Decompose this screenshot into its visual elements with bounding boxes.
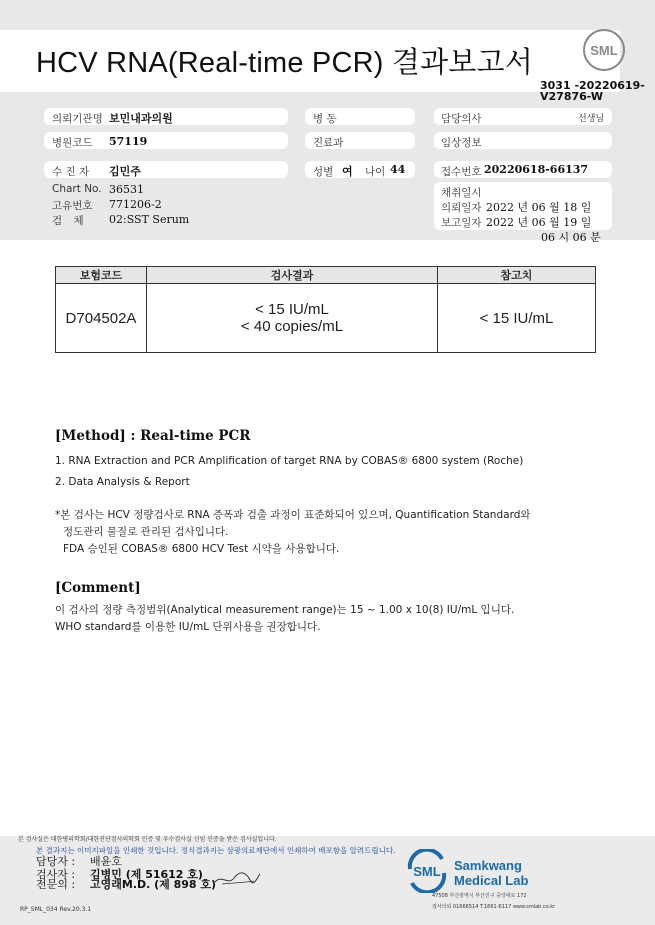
reported-time: 06 시 06 분 [541, 231, 601, 244]
patient-value: 김민주 [109, 165, 141, 178]
cell-result [147, 284, 438, 353]
sml-logo-icon [582, 28, 626, 72]
cell-code: D704502A [56, 284, 147, 353]
unique-label: 고유번호 [52, 200, 93, 212]
method-note-1: *본 검사는 HCV 정량검사로 RNA 증폭과 검출 과정이 표준화되어 있으며, Quantification Standard와 [55, 509, 531, 521]
manager-label: 담당자 : [36, 855, 76, 868]
doctor-label: 담당의사 [441, 113, 482, 125]
method-heading: [Method] : Real-time PCR [55, 428, 251, 444]
institution-label: 의뢰기관명 [52, 113, 103, 125]
col-insurance-code: 보험코드 [56, 267, 147, 284]
page-title: HCV RNA(Real-time PCR) 결과보고서 [36, 47, 533, 79]
col-result: 검사결과 [147, 267, 438, 284]
comment-line-1: 이 검사의 정량 측정범위(Analytical measurement range)는 15 ~ 1.00 x 10(8) IU/mL 입니다. [55, 604, 515, 616]
clinical-label: 임상정보 [441, 137, 482, 149]
dept-label: 진료과 [313, 137, 344, 149]
collected-label: 채취일시 [441, 187, 482, 199]
col-reference: 참고치 [438, 267, 596, 284]
form-code: RP_SML_034 Rev.20.3.1 [20, 906, 92, 913]
footer-notice: 본 결과지는 이미지파일을 인쇄한 것입니다. 정식결과지는 삼광의료재단에서 인쇄하여 배포함을 알려드립니다. [36, 846, 396, 855]
specimen-value: 02:SST Serum [109, 213, 190, 226]
institution-value: 보민내과의원 [109, 112, 173, 125]
logo-text: SML [590, 43, 618, 58]
sml-brand-logo-icon [404, 849, 450, 893]
method-note-3: FDA 승인된 COBAS® 6800 HCV Test 시약을 사용합니다. [63, 543, 340, 555]
comment-line-2: WHO standard를 이용한 IU/mL 단위사용을 권장합니다. [55, 621, 321, 633]
comment-heading: [Comment] [55, 580, 141, 596]
age-value: 44 [390, 163, 406, 176]
brand-logo-text: SML [413, 864, 441, 879]
footer-fine-print: 본 검사실은 대한병리학회/대한진단검사의학회 인증 및 우수검사실 신임 인증을 받은 검사실입니다. [18, 836, 277, 843]
specialist-label: 전문의 : [36, 878, 76, 891]
requested-label: 의뢰일자 [441, 202, 482, 214]
unique-value: 771206-2 [109, 198, 162, 211]
result-iu: < 15 IU/mL [255, 301, 329, 318]
hospital-code-label: 병원코드 [52, 137, 93, 149]
ward-label: 병 동 [313, 113, 337, 125]
method-line-1: 1. RNA Extraction and PCR Amplification of target RNA by COBAS® 6800 system (Roche) [55, 455, 524, 467]
lab-address: 47508 부산광역시 부산진구 중앙대로 172 [432, 893, 527, 899]
requested-value: 2022 년 06 월 18 일 [486, 201, 592, 214]
reported-value: 2022 년 06 월 19 일 [486, 216, 592, 229]
lab-name-1: Samkwang [454, 858, 522, 873]
receipt-label: 접수번호 [441, 166, 482, 178]
specialist-value: 고영래M.D. (제 898 호) [90, 878, 217, 891]
patient-label: 수 진 자 [52, 166, 90, 178]
report-number: 3031 -20220619-V27876-W [540, 79, 645, 103]
signature-icon [212, 866, 262, 888]
manager-value: 배윤호 [90, 855, 122, 868]
age-label: 나이 [365, 166, 386, 178]
cell-reference: < 15 IU/mL [438, 284, 596, 353]
specimen-label: 검 체 [52, 215, 88, 227]
examiner-value: 김병민 (제 51612 호) [90, 868, 203, 881]
hospital-code-value: 57119 [109, 135, 148, 148]
table-row [56, 284, 596, 353]
method-note-2: 정도관리 물질로 관리된 검사입니다. [63, 526, 229, 538]
receipt-value: 20220618-66137 [484, 163, 589, 176]
chart-value: 36531 [109, 183, 144, 196]
sex-label: 성별 [313, 166, 334, 178]
table-header-row [56, 267, 596, 284]
chart-label: Chart No. [52, 183, 102, 195]
reported-label: 보고일자 [441, 217, 482, 229]
examiner-label: 검사자 : [36, 868, 76, 881]
result-copies: < 40 copies/mL [240, 318, 344, 335]
result-table [55, 266, 596, 353]
lab-contact: 검사의뢰 01666514 T.1661-6117 www.smlab.co.kr [432, 904, 556, 910]
doctor-value: 선생님 [578, 114, 605, 124]
method-line-2: 2. Data Analysis & Report [55, 476, 190, 488]
sex-value: 여 [342, 165, 353, 178]
lab-name-2: Medical Lab [454, 873, 529, 888]
